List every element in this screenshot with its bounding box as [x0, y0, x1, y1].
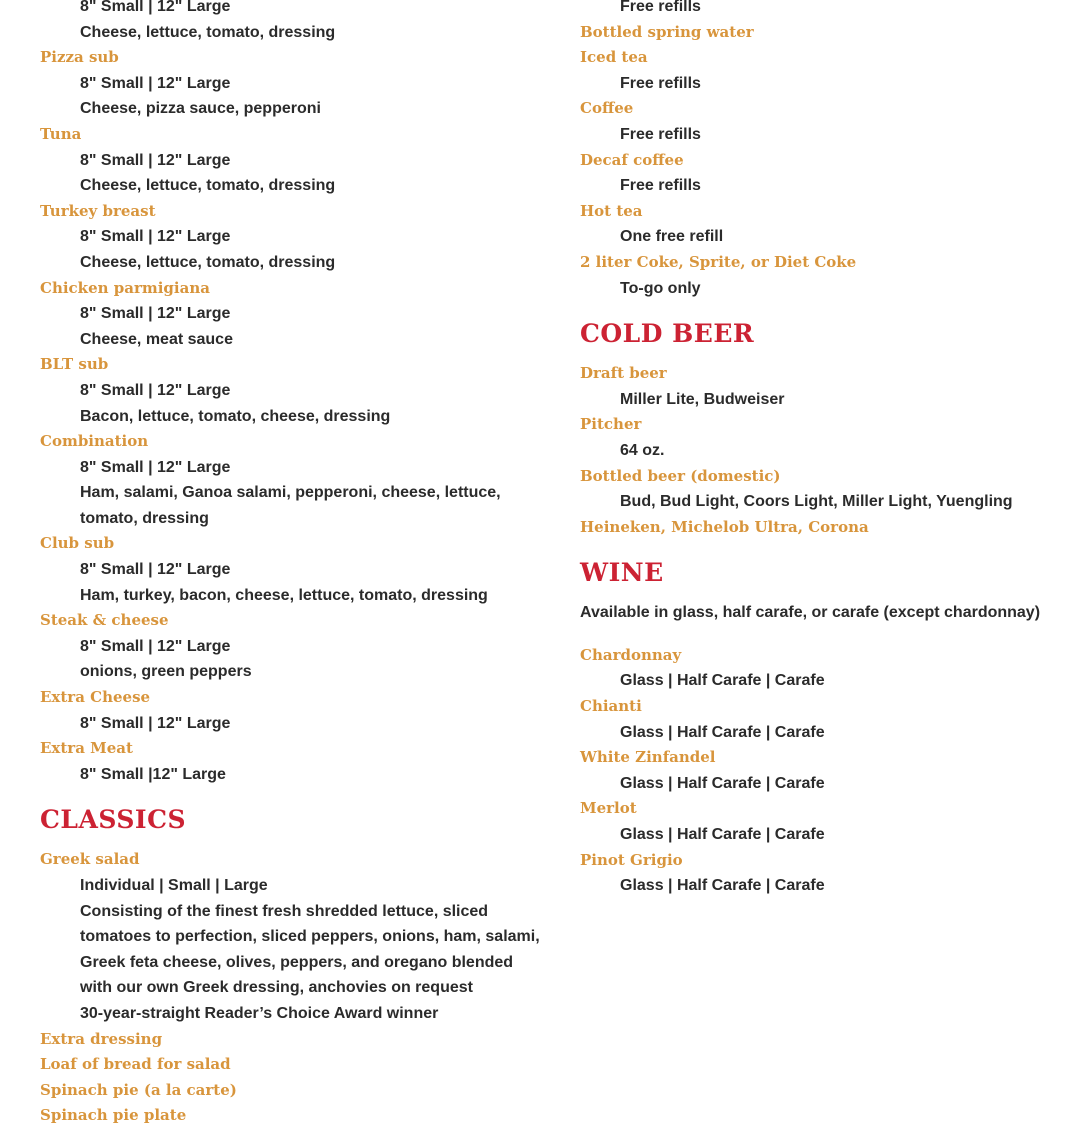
menu-item-detail: Cheese, pizza sauce, pepperoni: [80, 100, 321, 118]
menu-item-name: Chianti: [580, 697, 642, 716]
wine-note: Available in glass, half carafe, or carafe (except chardonnay): [580, 604, 1041, 622]
menu-item-detail: Free refills: [620, 0, 701, 15]
menu-item: [40, 1027, 540, 1053]
menu-item-detail: Consisting of the finest fresh shredded lettuce, sliced tomatoes to perfection, sliced peppers, onions, ham, salami, Greek feta cheese, olives, peppers, and oregano blended with our own Greek dressing, anchovies on request: [80, 902, 540, 997]
menu-item-name: Turkey breast: [40, 201, 156, 220]
menu-item: [580, 361, 1060, 412]
menu-item-detail: Glass | Half Carafe | Carafe: [620, 723, 825, 741]
menu-item: [40, 1103, 540, 1129]
menu-item-detail: 8" Small | 12" Large: [80, 637, 231, 655]
menu-item-name: Chicken parmigiana: [40, 278, 210, 297]
menu-item: [580, 96, 1060, 147]
menu-item-detail: Glass | Half Carafe | Carafe: [620, 877, 825, 895]
menu-item: [40, 685, 540, 736]
menu-item-name: 2 liter Coke, Sprite, or Diet Coke: [580, 252, 857, 271]
menu-item: [40, 608, 540, 685]
menu-item-detail: Free refills: [620, 177, 701, 195]
menu-item: [580, 0, 1060, 20]
menu-item-name: Pinot Grigio: [580, 850, 683, 869]
menu-item-detail: To-go only: [620, 279, 701, 297]
menu-item-name: Combination: [40, 432, 149, 451]
menu-item: [580, 250, 1060, 301]
menu-item-detail: 8" Small | 12" Large: [80, 381, 231, 399]
menu-item-detail: 30-year-straight Reader’s Choice Award winner: [80, 1004, 439, 1022]
right-menu-column: [580, 0, 1060, 899]
menu-item: [580, 148, 1060, 199]
menu-item-detail: Bacon, lettuce, tomato, cheese, dressing: [80, 407, 391, 425]
menu-item: [580, 848, 1060, 899]
menu-item: [40, 1052, 540, 1078]
menu-item-name: Spinach pie plate: [40, 1106, 187, 1125]
menu-item: [580, 199, 1060, 250]
menu-item: [580, 643, 1060, 694]
menu-item-detail: 8" Small | 12" Large: [80, 228, 231, 246]
menu-item: [40, 276, 540, 353]
menu-item: [40, 847, 540, 1026]
menu-item-detail: One free refill: [620, 228, 724, 246]
menu-item-detail: onions, green peppers: [80, 663, 252, 681]
menu-item-name: Decaf coffee: [580, 150, 684, 169]
menu-item-name: Tuna: [40, 124, 82, 143]
menu-item-detail: 8" Small |12" Large: [80, 765, 226, 783]
section-title-classics: CLASSICS: [40, 805, 187, 835]
menu-item-name: Loaf of bread for salad: [40, 1055, 231, 1074]
classics-list: [40, 847, 540, 1129]
menu-item: [580, 515, 1060, 541]
menu-item-detail: Ham, salami, Ganoa salami, pepperoni, cheese, lettuce, tomato, dressing: [80, 484, 501, 527]
menu-item: [40, 122, 540, 199]
menu-item-name: Hot tea: [580, 201, 643, 220]
menu-item-detail: 64 oz.: [620, 441, 665, 459]
menu-item-name: Iced tea: [580, 48, 648, 67]
menu-item-detail: Cheese, meat sauce: [80, 330, 233, 348]
menu-item-name: Heineken, Michelob Ultra, Corona: [580, 517, 869, 536]
menu-item-detail: Individual | Small | Large: [80, 877, 268, 894]
menu-item-name: Steak & cheese: [40, 611, 169, 630]
beverages-list: [580, 0, 1060, 301]
menu-item-name: White Zinfandel: [580, 748, 716, 767]
menu-item-detail: 8" Small | 12" Large: [80, 714, 231, 732]
subs-list: [40, 0, 540, 787]
menu-item: [580, 20, 1060, 46]
menu-item-detail: Glass | Half Carafe | Carafe: [620, 672, 825, 690]
menu-item-name: Club sub: [40, 534, 115, 553]
menu-item-name: Draft beer: [580, 364, 667, 383]
menu-item-name: Pitcher: [580, 415, 642, 434]
menu-item: [580, 412, 1060, 463]
menu-item-name: Extra dressing: [40, 1029, 163, 1048]
menu-item-detail: Cheese, lettuce, tomato, dressing: [80, 253, 336, 271]
menu-item: [580, 796, 1060, 847]
menu-item-name: Merlot: [580, 799, 637, 818]
section-title-wine: WINE: [580, 558, 664, 588]
menu-item: [40, 531, 540, 608]
menu-item: [40, 1078, 540, 1104]
menu-item-name: Pizza sub: [40, 48, 119, 67]
menu-item-detail: Bud, Bud Light, Coors Light, Miller Light, Yuengling: [620, 493, 1013, 511]
menu-item-detail: Glass | Half Carafe | Carafe: [620, 774, 825, 792]
menu-item: [40, 352, 540, 429]
menu-item-detail: Ham, turkey, bacon, cheese, lettuce, tomato, dressing: [80, 586, 488, 604]
menu-item-name: Extra Meat: [40, 739, 133, 758]
menu-item: [580, 745, 1060, 796]
menu-item: [40, 0, 540, 45]
menu-item-detail: 8" Small | 12" Large: [80, 561, 231, 579]
menu-item-name: Coffee: [580, 99, 634, 118]
menu-item-detail: Miller Lite, Budweiser: [620, 390, 785, 408]
cold-beer-list: [580, 361, 1060, 540]
menu-item-detail: Cheese, lettuce, tomato, dressing: [80, 23, 336, 41]
menu-item-name: Bottled spring water: [580, 22, 754, 41]
menu-item: [40, 736, 540, 787]
menu-item-detail: Cheese, lettuce, tomato, dressing: [80, 177, 336, 195]
menu-item-name: BLT sub: [40, 355, 109, 374]
menu-item: [580, 464, 1060, 515]
menu-item-name: Chardonnay: [580, 645, 682, 664]
menu-item: [580, 45, 1060, 96]
menu-item-detail: Glass | Half Carafe | Carafe: [620, 826, 825, 844]
menu-item: [40, 45, 540, 122]
menu-item-detail: 8" Small | 12" Large: [80, 74, 231, 92]
menu-item-detail: 8" Small | 12" Large: [80, 151, 231, 169]
menu-item-name: Extra Cheese: [40, 688, 151, 707]
menu-item-detail: 8" Small | 12" Large: [80, 0, 231, 15]
wine-list: [580, 643, 1060, 899]
menu-item: [40, 429, 540, 531]
menu-item: [580, 694, 1060, 745]
menu-item-detail: 8" Small | 12" Large: [80, 458, 231, 476]
left-menu-column: [40, 0, 540, 1129]
menu-item-name: Bottled beer (domestic): [580, 466, 781, 485]
menu-item-name: Spinach pie (a la carte): [40, 1080, 237, 1099]
section-title-cold-beer: COLD BEER: [580, 319, 755, 349]
menu-item-detail: Free refills: [620, 74, 701, 92]
menu-item-detail: Free refills: [620, 125, 701, 143]
menu-item-detail: 8" Small | 12" Large: [80, 305, 231, 323]
menu-item: [40, 199, 540, 276]
menu-item-name: Greek salad: [40, 850, 140, 869]
